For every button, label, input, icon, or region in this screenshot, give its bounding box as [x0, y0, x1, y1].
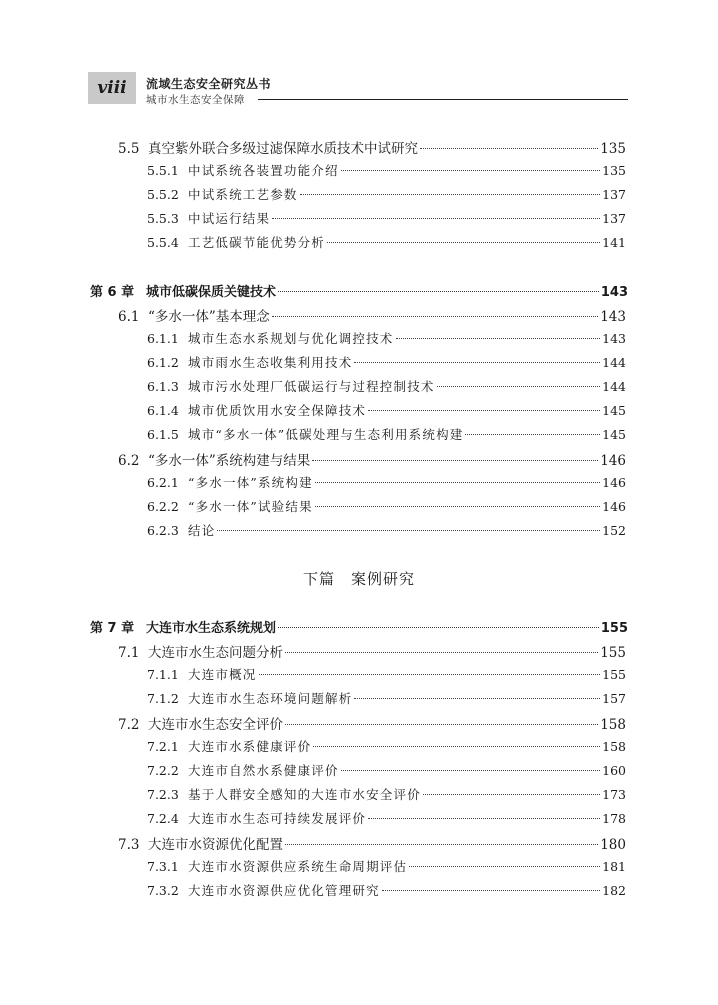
- dot-leader: [382, 890, 600, 891]
- toc-title: 真空紫外联合多级过滤保障水质技术中试研究: [148, 141, 418, 157]
- toc-title: 结论: [188, 523, 216, 538]
- dot-leader: [272, 316, 598, 317]
- dot-leader: [354, 362, 600, 363]
- dot-leader: [272, 218, 600, 219]
- dot-leader: [354, 698, 600, 699]
- book-title: 城市水生态安全保障: [146, 94, 245, 106]
- toc-page: 143: [602, 331, 626, 346]
- toc-title: 工艺低碳节能优势分析: [188, 235, 326, 250]
- toc-number: 6.1.5: [147, 427, 179, 442]
- dot-leader: [278, 627, 599, 628]
- toc-title: 中试运行结果: [188, 211, 271, 226]
- toc-title: 大连市概况: [188, 667, 257, 682]
- toc-page: 135: [602, 163, 626, 178]
- toc-subsection-5-5-3[interactable]: [147, 209, 626, 227]
- dot-leader: [327, 242, 600, 243]
- toc-title: 大连市水资源供应系统生命周期评估: [188, 859, 408, 874]
- toc-subsection-5-5-4[interactable]: [147, 233, 626, 251]
- toc-number: 第 6 章: [90, 285, 135, 300]
- toc-number: 7.2.4: [147, 811, 179, 826]
- toc-page: 157: [602, 691, 626, 706]
- toc-page: 173: [602, 787, 626, 802]
- toc-subsection-6-1-2[interactable]: [147, 353, 626, 371]
- part-title: 下篇 案例研究: [302, 570, 415, 588]
- toc-subsection-6-2-2[interactable]: [147, 497, 626, 515]
- toc-number: 6.1.4: [147, 403, 179, 418]
- toc-page: 135: [600, 141, 626, 157]
- toc-title: 城市雨水生态收集利用技术: [188, 355, 353, 370]
- toc-subsection-7-2-4[interactable]: [147, 809, 626, 827]
- toc-page: 160: [602, 763, 626, 778]
- dot-leader: [278, 291, 599, 292]
- toc-subsection-7-3-1[interactable]: [147, 857, 626, 875]
- toc-number: 6.1.2: [147, 355, 179, 370]
- toc-number: 7.2.2: [147, 763, 179, 778]
- toc-title: 大连市水生态可持续发展评价: [188, 811, 367, 826]
- toc-title: 大连市水资源优化配置: [148, 837, 283, 853]
- toc-page: 155: [600, 645, 626, 661]
- toc-section-7-2[interactable]: [118, 713, 626, 733]
- toc-page: 155: [602, 667, 626, 682]
- toc-number: 7.3: [118, 837, 140, 853]
- toc-title: 大连市自然水系健康评价: [188, 763, 339, 778]
- toc-number: 7.2.1: [147, 739, 179, 754]
- toc-page: 137: [602, 211, 626, 226]
- toc-section-6-1[interactable]: [118, 305, 626, 325]
- dot-leader: [285, 652, 598, 653]
- toc-subsection-6-1-4[interactable]: [147, 401, 626, 419]
- toc-page: 144: [602, 379, 626, 394]
- toc-page: 182: [602, 883, 626, 898]
- toc-page: 181: [602, 859, 626, 874]
- toc-title: “多水一体”系统构建与结果: [148, 453, 311, 469]
- toc-number: 第 7 章: [90, 621, 135, 636]
- toc-subsection-6-1-5[interactable]: [147, 425, 626, 443]
- toc-page: 146: [602, 499, 626, 514]
- toc-subsection-7-1-2[interactable]: [147, 689, 626, 707]
- dot-leader: [312, 460, 598, 461]
- toc-number: 5.5.1: [147, 163, 179, 178]
- dot-leader: [313, 746, 600, 747]
- toc-number: 7.1.1: [147, 667, 179, 682]
- toc-number: 7.2.3: [147, 787, 179, 802]
- toc-title: “多水一体”基本理念: [148, 309, 270, 325]
- toc-number: 6.2.1: [147, 475, 179, 490]
- toc-title: 中试系统各装置功能介绍: [188, 163, 339, 178]
- toc-number: 5.5.2: [147, 187, 179, 202]
- dot-leader: [368, 818, 600, 819]
- toc-page: 143: [600, 309, 626, 325]
- toc-title: 大连市水生态系统规划: [146, 621, 277, 636]
- toc-title: 大连市水生态环境问题解析: [188, 691, 353, 706]
- toc-page: 145: [602, 427, 626, 442]
- toc-title: 城市优质饮用水安全保障技术: [188, 403, 367, 418]
- dot-leader: [437, 386, 601, 387]
- dot-leader: [285, 844, 598, 845]
- toc-page: 141: [602, 235, 626, 250]
- toc-subsection-7-3-2[interactable]: [147, 881, 626, 899]
- toc-number: 7.3.2: [147, 883, 179, 898]
- toc-section-7-3[interactable]: [118, 833, 626, 853]
- toc-number: 5.5.4: [147, 235, 179, 250]
- toc-section-7-1[interactable]: [118, 641, 626, 661]
- toc-subsection-5-5-2[interactable]: [147, 185, 626, 203]
- toc-title: 城市生态水系规划与优化调控技术: [188, 331, 394, 346]
- dot-leader: [300, 194, 601, 195]
- toc-page: 180: [600, 837, 626, 853]
- toc-title: 城市污水处理厂低碳运行与过程控制技术: [188, 379, 435, 394]
- toc-subsection-7-2-1[interactable]: [147, 737, 626, 755]
- toc-page: 158: [600, 717, 626, 733]
- toc-number: 7.1.2: [147, 691, 179, 706]
- toc-subsection-6-1-3[interactable]: [147, 377, 626, 395]
- running-header: [88, 68, 628, 108]
- toc-title: “多水一体”系统构建: [188, 475, 313, 490]
- toc-page: 146: [600, 453, 626, 469]
- toc-subsection-5-5-1[interactable]: [147, 161, 626, 179]
- toc-number: 6.2.3: [147, 523, 179, 538]
- toc-section-6-2[interactable]: [118, 449, 626, 469]
- toc-chapter-6[interactable]: [90, 281, 628, 300]
- dot-leader: [396, 338, 601, 339]
- toc-title: 城市“多水一体”低碳处理与生态利用系统构建: [188, 427, 464, 442]
- toc-subsection-7-2-3[interactable]: [147, 785, 626, 803]
- toc-page: 144: [602, 355, 626, 370]
- toc-number: 7.2: [118, 717, 140, 733]
- dot-leader: [368, 410, 600, 411]
- dot-leader: [341, 770, 600, 771]
- toc-number: 6.1.1: [147, 331, 179, 346]
- toc-page: 137: [602, 187, 626, 202]
- toc-page: 146: [602, 475, 626, 490]
- toc-number: 5.5: [118, 141, 140, 157]
- dot-leader: [409, 866, 600, 867]
- toc-number: 6.2.2: [147, 499, 179, 514]
- toc-number: 6.1: [118, 309, 140, 325]
- toc-title: 大连市水生态问题分析: [148, 645, 283, 661]
- toc-section-5-5[interactable]: [118, 137, 626, 157]
- toc-title: 中试系统工艺参数: [188, 187, 298, 202]
- dot-leader: [341, 170, 600, 171]
- dot-leader: [259, 674, 601, 675]
- dot-leader: [465, 434, 600, 435]
- dot-leader: [217, 530, 600, 531]
- dot-leader: [315, 482, 600, 483]
- toc-title: 大连市水资源供应优化管理研究: [188, 883, 380, 898]
- toc-page: 145: [602, 403, 626, 418]
- dot-leader: [285, 724, 598, 725]
- toc-title: 大连市水生态安全评价: [148, 717, 283, 733]
- header-rule: [258, 99, 628, 100]
- toc-title: 大连市水系健康评价: [188, 739, 312, 754]
- toc-subsection-7-1-1[interactable]: [147, 665, 626, 683]
- page-number-badge: viii: [88, 72, 136, 104]
- toc-number: 6.2: [118, 453, 140, 469]
- toc-page: 152: [602, 523, 626, 538]
- toc-number: 7.3.1: [147, 859, 179, 874]
- dot-leader: [315, 506, 600, 507]
- toc-subsection-6-1-1[interactable]: [147, 329, 626, 347]
- toc-subsection-6-2-3[interactable]: [147, 521, 626, 539]
- toc-title: 基于人群安全感知的大连市水安全评价: [188, 787, 421, 802]
- toc-number: 6.1.3: [147, 379, 179, 394]
- toc-page: 178: [602, 811, 626, 826]
- toc-page: 155: [600, 621, 628, 636]
- toc-title: 城市低碳保质关键技术: [146, 285, 277, 300]
- dot-leader: [423, 794, 600, 795]
- dot-leader: [420, 148, 598, 149]
- toc-page: 158: [602, 739, 626, 754]
- toc-number: 5.5.3: [147, 211, 179, 226]
- toc-chapter-7[interactable]: [90, 617, 628, 636]
- toc-subsection-6-2-1[interactable]: [147, 473, 626, 491]
- toc-title: “多水一体”试验结果: [188, 499, 313, 514]
- toc-subsection-7-2-2[interactable]: [147, 761, 626, 779]
- series-title: 流域生态安全研究丛书: [146, 77, 272, 91]
- toc-number: 7.1: [118, 645, 140, 661]
- toc-page: 143: [600, 285, 628, 300]
